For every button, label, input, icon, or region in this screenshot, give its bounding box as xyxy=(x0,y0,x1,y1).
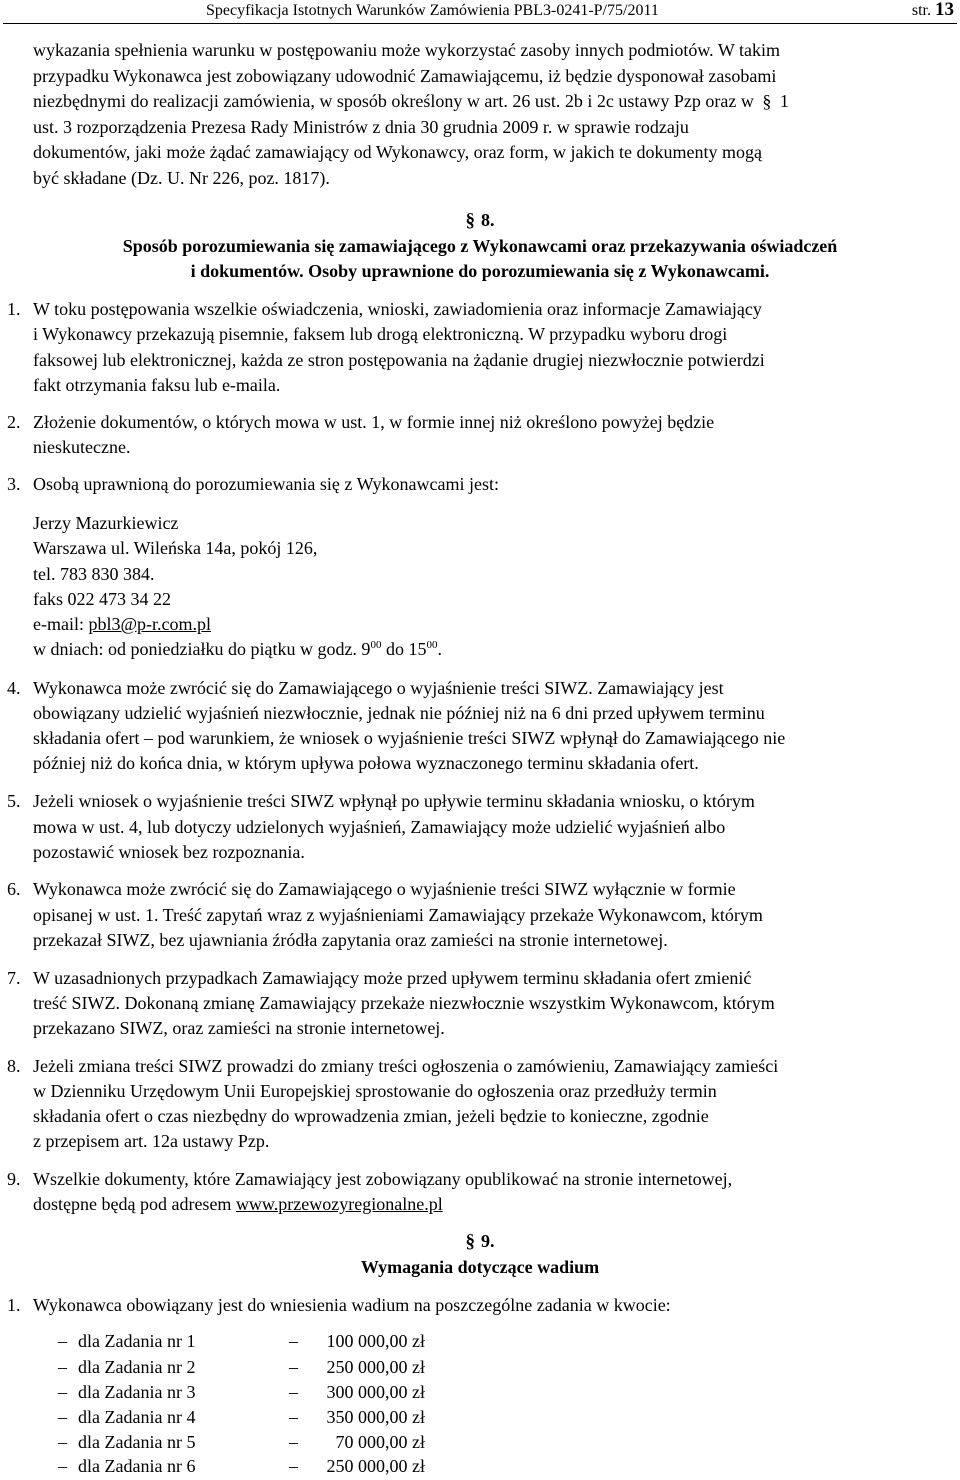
hours-superscript: 00 xyxy=(426,639,438,651)
item-line: składania ofert – pod warunkiem, że wniosek o wyjaśnienie treści SIWZ wpłynął do Zamawiającego nie xyxy=(33,728,786,748)
section-number: 9. xyxy=(481,1231,495,1251)
task-label: dla Zadania nr 2 xyxy=(78,1357,196,1377)
item-line: i Wykonawcy przekazują pisemnie, faksem lub drogą elektroniczną. W przypadku wyboru drogi xyxy=(33,324,728,344)
item-line: Wykonawca obowiązany jest do wniesienia wadium na poszczególne zadania w kwocie: xyxy=(33,1295,671,1315)
item-line: przekazano SIWZ, oraz zamieści na stronie internetowej. xyxy=(33,1018,445,1038)
wadium-row xyxy=(0,1405,960,1431)
item-line: Wykonawca może zwrócić się do Zamawiającego o wyjaśnienie treści SIWZ wyłącznie w formie xyxy=(33,879,736,899)
intro-line: przypadku Wykonawca jest zobowiązany udowodnić Zamawiającemu, iż będzie dysponował zasobami xyxy=(33,66,777,86)
item-number: 4. xyxy=(7,678,21,698)
contact-hours xyxy=(33,637,733,663)
item-line: fakt otrzymania faksu lub e-maila. xyxy=(33,375,281,395)
item-line xyxy=(33,1192,957,1218)
intro-text: 1 xyxy=(779,91,789,111)
intro-text: niezbędnymi do realizacji zamówienia, w sposób określony w art. 26 ust. 2b i 2c ustawy Pzp oraz w xyxy=(33,91,754,111)
email-link[interactable]: pbl3@p-r.com.pl xyxy=(88,614,212,634)
page-header xyxy=(0,0,960,26)
dash: – xyxy=(289,1456,298,1476)
wadium-row xyxy=(0,1430,960,1456)
task-amount: 250 000,00 zł xyxy=(326,1357,425,1377)
item-number: 5. xyxy=(7,791,21,811)
page-number-value: 13 xyxy=(935,0,954,20)
dash: – xyxy=(289,1331,298,1351)
dash: – xyxy=(289,1382,298,1402)
task-amount: 350 000,00 zł xyxy=(326,1407,425,1427)
header-title: Specyfikacja Istotnych Warunków Zamówienia PBL3-0241-P/75/2011 xyxy=(206,2,659,19)
item-number: 1. xyxy=(7,1295,21,1315)
item-number: 3. xyxy=(7,474,21,494)
section-8-number xyxy=(0,208,960,234)
wadium-row xyxy=(0,1329,960,1355)
wadium-row xyxy=(0,1355,960,1381)
paragraph-sign: § xyxy=(762,91,772,111)
task-label: dla Zadania nr 6 xyxy=(78,1456,196,1476)
item-line: Wykonawca może zwrócić się do Zamawiającego o wyjaśnienie treści SIWZ. Zamawiający jest xyxy=(33,678,724,698)
item-number: 9. xyxy=(7,1169,21,1189)
item-line: Osobą uprawnioną do porozumiewania się z Wykonawcami jest: xyxy=(33,474,499,494)
item-line: W uzasadnionych przypadkach Zamawiający może przed upływem terminu składania ofert zmienić xyxy=(33,968,752,988)
item-line: faksowej lub elektronicznej, każda ze stron postępowania na żądanie drugiej niezwłocznie potwierdzi xyxy=(33,350,765,370)
dash: – xyxy=(58,1357,67,1377)
item-line: składania ofert o czas niezbędny do wprowadzenia zmian, jeżeli będzie to konieczne, zgodnie xyxy=(33,1106,709,1126)
wadium-row xyxy=(0,1380,960,1406)
paragraph-sign: § xyxy=(465,210,475,231)
contact-address: Warszawa ul. Wileńska 14a, pokój 126, xyxy=(33,538,318,558)
paragraph-sign: § xyxy=(465,1231,475,1252)
item-line: z przepisem art. 12a ustawy Pzp. xyxy=(33,1131,270,1151)
contact-fax: faks 022 473 34 22 xyxy=(33,589,171,609)
section-9-number xyxy=(0,1229,960,1255)
hours-text: do 15 xyxy=(381,639,427,659)
task-amount: 300 000,00 zł xyxy=(326,1382,425,1402)
contact-phone: tel. 783 830 384. xyxy=(33,564,155,584)
item-text: dostępne będą pod adresem xyxy=(33,1194,236,1214)
item-line: W toku postępowania wszelkie oświadczenia, wnioski, zawiadomienia oraz informacje Zamawiający xyxy=(33,299,762,319)
dash: – xyxy=(289,1407,298,1427)
task-label: dla Zadania nr 1 xyxy=(78,1331,196,1351)
intro-line: być składane (Dz. U. Nr 226, poz. 1817). xyxy=(33,168,330,188)
dash: – xyxy=(58,1331,67,1351)
dash: – xyxy=(58,1382,67,1402)
dash: – xyxy=(58,1407,67,1427)
section-8-title-line: i dokumentów. Osoby uprawnione do porozumiewania się z Wykonawcami. xyxy=(190,261,770,281)
task-amount: 70 000,00 zł xyxy=(335,1432,425,1452)
task-amount: 100 000,00 zł xyxy=(326,1331,425,1351)
item-line: opisanej w ust. 1. Treść zapytań wraz z wyjaśnieniami Zamawiający przekaże Wykonawcom, którym xyxy=(33,905,763,925)
task-label: dla Zadania nr 4 xyxy=(78,1407,196,1427)
task-label: dla Zadania nr 3 xyxy=(78,1382,196,1402)
item-number: 7. xyxy=(7,968,21,988)
task-label: dla Zadania nr 5 xyxy=(78,1432,196,1452)
item-line: obowiązany udzielić wyjaśnień niezwłocznie, jednak nie później niż na 6 dni przed upływem terminu xyxy=(33,703,765,723)
contact-email-line xyxy=(33,612,733,638)
item-number: 6. xyxy=(7,879,21,899)
item-line: pozostawić wniosek bez rozpoznania. xyxy=(33,842,305,862)
intro-line: wykazania spełnienia warunku w postępowaniu może wykorzystać zasoby innych podmiotów. W takim xyxy=(33,40,780,60)
dash: – xyxy=(289,1357,298,1377)
page-prefix: str. xyxy=(911,2,931,19)
page-number xyxy=(912,0,954,22)
item-line: mowa w ust. 4, lub dotyczy udzielonych wyjaśnień, Zamawiający może udzielić wyjaśnień albo xyxy=(33,817,726,837)
intro-line xyxy=(33,89,957,115)
item-line: Złożenie dokumentów, o których mowa w ust. 1, w formie innej niż określono powyżej będzie xyxy=(33,412,715,432)
item-line: Jeżeli wniosek o wyjaśnienie treści SIWZ wpłynął po upływie terminu składania wniosku, o którym xyxy=(33,791,755,811)
contact-name: Jerzy Mazurkiewicz xyxy=(33,513,179,533)
wadium-row xyxy=(0,1454,960,1480)
section-number: 8. xyxy=(481,210,495,230)
item-number: 2. xyxy=(7,412,21,432)
website-link[interactable]: www.przewozyregionalne.pl xyxy=(235,1194,443,1214)
item-line: w Dzienniku Urzędowym Unii Europejskiej sprostowanie do ogłoszenia oraz przedłuży termin xyxy=(33,1081,717,1101)
intro-line: ust. 3 rozporządzenia Prezesa Rady Ministrów z dnia 30 grudnia 2009 r. w sprawie rodzaju xyxy=(33,117,689,137)
hours-text: . xyxy=(437,639,442,659)
hours-text: w dniach: od poniedziałku do piątku w godz. 9 xyxy=(33,639,371,659)
item-line: później niż do końca dnia, w którym upływa połowa wyznaczonego terminu składania ofert. xyxy=(33,753,699,773)
item-number: 8. xyxy=(7,1056,21,1076)
item-line: treść SIWZ. Dokonaną zmianę Zamawiający przekaże niezwłocznie wszystkim Wykonawcom, którym xyxy=(33,993,775,1013)
item-line: przekazał SIWZ, bez ujawniania źródła zapytania oraz zamieści na stronie internetowej. xyxy=(33,930,668,950)
item-number: 1. xyxy=(7,299,21,319)
section-8-title-line: Sposób porozumiewania się zamawiającego z Wykonawcami oraz przekazywania oświadczeń xyxy=(122,236,838,256)
dash: – xyxy=(58,1432,67,1452)
intro-line: dokumentów, jaki może żądać zamawiający od Wykonawcy, oraz form, w jakich te dokumenty mogą xyxy=(33,142,762,162)
item-line: nieskuteczne. xyxy=(33,437,131,457)
dash: – xyxy=(289,1432,298,1452)
header-rule xyxy=(3,23,957,24)
section-9-title: Wymagania dotyczące wadium xyxy=(360,1257,600,1277)
item-line: Wszelkie dokumenty, które Zamawiający jest zobowiązany opublikować na stronie internetowej, xyxy=(33,1169,733,1189)
dash: – xyxy=(58,1456,67,1476)
hours-superscript: 00 xyxy=(370,639,382,651)
email-label: e-mail: xyxy=(33,614,89,634)
item-line: Jeżeli zmiana treści SIWZ prowadzi do zmiany treści ogłoszenia o zamówieniu, Zamawiający zamieści xyxy=(33,1056,779,1076)
task-amount: 250 000,00 zł xyxy=(326,1456,425,1476)
